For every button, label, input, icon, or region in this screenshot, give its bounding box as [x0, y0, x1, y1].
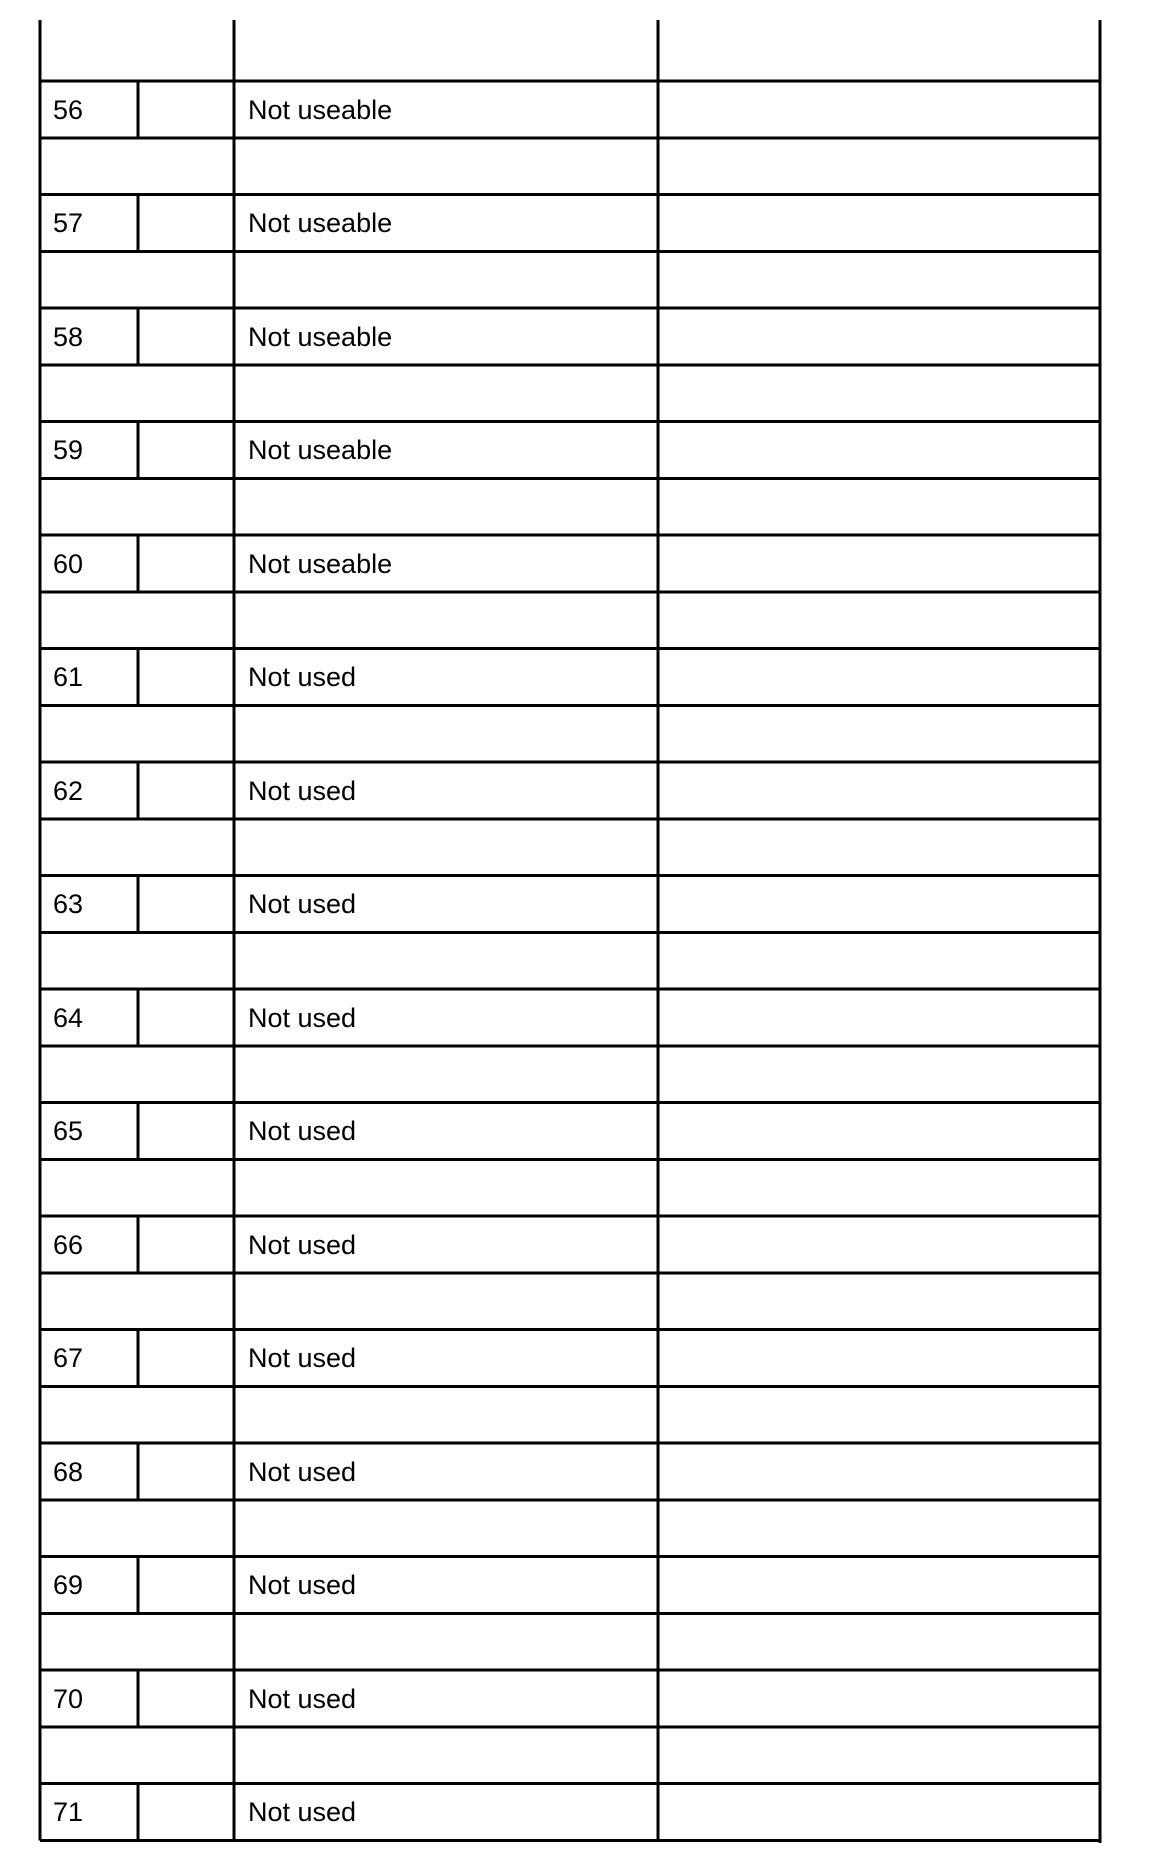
- row-number-cell: 69: [53, 1570, 84, 1600]
- row-description-cell: Not used: [248, 1797, 357, 1827]
- row-number-cell: 62: [53, 775, 84, 806]
- row-description-cell: Not used: [248, 1456, 357, 1487]
- row-number-cell: 58: [53, 321, 84, 352]
- row-number-cell: 65: [53, 1116, 84, 1146]
- row-number-cell: 56: [53, 94, 84, 125]
- row-description-cell: Not used: [248, 1002, 357, 1033]
- row-description-cell: Not useable: [248, 94, 393, 125]
- row-number-cell: 68: [53, 1456, 84, 1487]
- row-number-cell: 66: [53, 1229, 84, 1260]
- row-number-cell: 64: [53, 1002, 84, 1033]
- row-number-cell: 61: [53, 662, 84, 692]
- row-description-cell: Not used: [248, 1343, 357, 1373]
- row-description-cell: Not used: [248, 775, 357, 806]
- row-number-cell: 67: [53, 1343, 84, 1373]
- row-number-cell: 57: [53, 208, 84, 238]
- row-description-cell: Not useable: [248, 548, 393, 579]
- row-number-cell: 71: [53, 1797, 84, 1827]
- row-number-cell: 60: [53, 548, 84, 579]
- row-number-cell: 63: [53, 889, 84, 919]
- row-description-cell: Not used: [248, 1683, 357, 1714]
- row-description-cell: Not used: [248, 662, 357, 692]
- row-description-cell: Not used: [248, 1229, 357, 1260]
- row-number-cell: 70: [53, 1683, 84, 1714]
- row-description-cell: Not used: [248, 1570, 357, 1600]
- row-number-cell: 59: [53, 435, 84, 465]
- row-description-cell: Not used: [248, 1116, 357, 1146]
- row-description-cell: Not used: [248, 889, 357, 919]
- row-description-cell: Not useable: [248, 321, 393, 352]
- row-description-cell: Not useable: [248, 435, 393, 465]
- row-description-cell: Not useable: [248, 208, 393, 238]
